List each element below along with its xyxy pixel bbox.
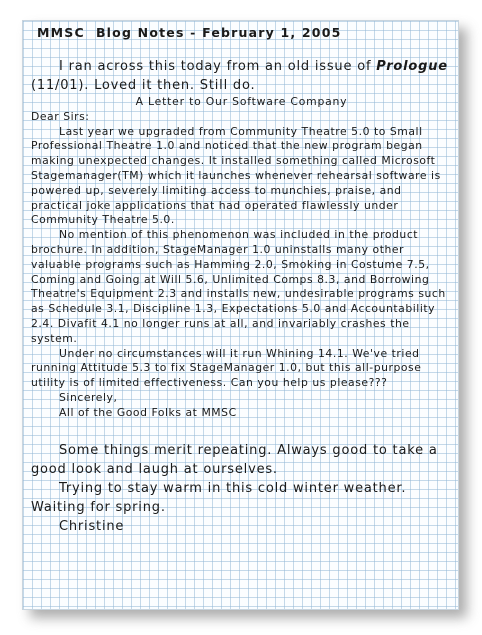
letter-closing: Sincerely, <box>59 390 118 404</box>
intro-paragraph <box>31 57 452 95</box>
intro-text-after: (11/01). Loved it then. Still do. <box>31 78 256 93</box>
outro <box>31 441 452 536</box>
letter <box>31 95 452 421</box>
book-title: Prologue <box>376 59 448 74</box>
letter-paragraph: Last year we upgraded from Community Theatre 5.0 to Small Professional Theatre 1.0 and noticed that the new program began making unexpected changes. It installed something called Microsoft Stagemanager(TM) which it launches whenever rehearsal software is powered up, severely limiting access to munchies, praise, and practical joke applications that had operated flawlessly under Community Theatre 5.0. <box>31 124 441 227</box>
graph-paper-page <box>22 20 459 610</box>
letter-signature: All of the Good Folks at MMSC <box>59 405 237 419</box>
letter-paragraph: Under no circumstances will it run Whining 14.1. We've tried running Attitude 5.3 to fix StageManager 1.0, but this all-purpose utility is of limited effectiveness. Can you help us please??? <box>31 346 422 390</box>
intro-text-before: I ran across this today from an old issue of <box>59 59 377 74</box>
blog-title: MMSC Blog Notes - February 1, 2005 <box>37 25 342 40</box>
outro-paragraph: Trying to stay warm in this cold winter weather. Waiting for spring. <box>31 480 407 515</box>
letter-paragraph: No mention of this phenomenon was included in the product brochure. In addition, StageManager 1.0 uninstalls many other valuable programs such as Hamming 2.0, Smoking in Costume 7.5, Coming and Going at Will 5.6, Unlimited Comps 8.3, and Borrowing Theatre's Equipment 2.3 and installs new, undesirable programs such as Schedule 3.1, Discipline 1.3, Expectations 5.0 and Accountability 2.4. Divafit 4.1 no longer runs at all, and invariably crashes the system. <box>31 228 446 345</box>
section-spacer <box>31 421 452 441</box>
outro-paragraph: Some things merit repeating. Always good to take a good look and laugh at ourselves. <box>31 442 438 477</box>
letter-heading: A Letter to Our Software Company <box>135 95 348 108</box>
letter-salutation: Dear Sirs: <box>31 109 90 123</box>
outro-signoff: Christine <box>59 518 125 534</box>
